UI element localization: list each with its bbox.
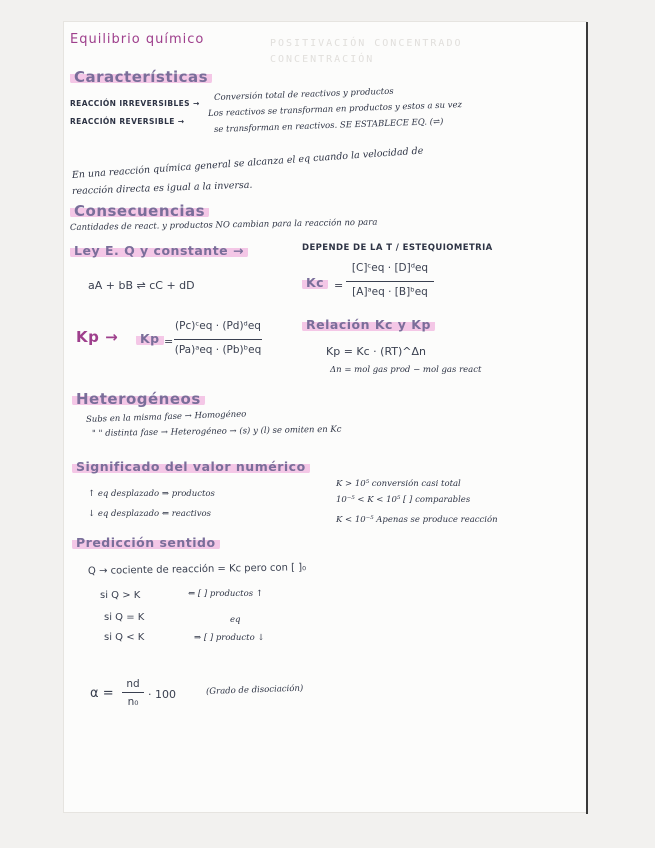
eq-paragraph-1: En una reacción química general se alcanza el eq cuando la velocidad de — [71, 145, 424, 181]
delta-n-definition: Δn = mol gas prod − mol gas react — [330, 365, 482, 375]
kp-denominator: (Pa)ᵃeq · (Pb)ᵇeq — [174, 344, 262, 356]
q-definition: Q → cociente de reacción = Kc pero con [ ]₀ — [87, 562, 307, 577]
alpha-symbol: α = — [90, 686, 114, 701]
page-title: Equilibrio químico — [70, 32, 205, 47]
significado-right-3: K < 10⁻⁵ Apenas se produce reacción — [336, 515, 498, 525]
result-q-less: ⇒ [ ] producto ↓ — [194, 633, 265, 643]
heading-significado: Significado del valor numérico — [72, 460, 310, 474]
kp-label: Kp → — [76, 328, 119, 346]
general-reaction: aA + bB ⇌ cC + dD — [88, 279, 195, 292]
result-q-equal: eq — [230, 615, 241, 625]
heading-caracteristicas: Características — [70, 70, 212, 84]
bleed-through-line: CONCENTRACIÓN — [270, 54, 375, 65]
kc-symbol: Kc — [302, 276, 328, 290]
heading-relacion-kc-kp: Relación Kc y Kp — [302, 318, 435, 332]
kp-symbol: Kp — [136, 332, 164, 346]
equals-sign: = — [164, 335, 174, 348]
equals-sign: = — [334, 279, 344, 292]
reversible-text-1: Los reactivos se transforman en productos y estos a su vez — [207, 100, 463, 119]
irreversible-text: Conversión total de reactivos y productos — [213, 86, 394, 103]
reversible-text-2: se transforman en reactivos. SE ESTABLECE EQ. (⇌) — [213, 116, 444, 135]
bleed-through-line: POSITIVACIÓN CONCENTRADO — [270, 38, 463, 49]
kp-kc-relation: Kp = Kc · (RT)^Δn — [326, 345, 427, 358]
significado-left-2: ↓ eq desplazado ⇐ reactivos — [88, 509, 212, 519]
kc-denominator: [A]ᵃeq · [B]ᵇeq — [352, 286, 428, 298]
kp-numerator: (Pc)ᶜeq · (Pd)ᵈeq — [175, 320, 261, 332]
page-edge — [586, 22, 588, 814]
kc-numerator: [C]ᶜeq · [D]ᵈeq — [351, 262, 429, 274]
heading-ley-eq: Ley E. Q y constante → — [70, 244, 248, 258]
reversible-label: REACCIÓN REVERSIBLE → — [70, 117, 185, 126]
kc-fraction-bar — [346, 281, 434, 282]
heading-consecuencias: Consecuencias — [70, 204, 209, 218]
case-q-less: si Q < K — [104, 632, 145, 643]
significado-left-1: ↑ eq desplazado ⇒ productos — [88, 489, 215, 499]
significado-right-1: K > 10⁵ conversión casi total — [336, 479, 461, 489]
case-q-equal: si Q = K — [104, 612, 145, 623]
heterogeneos-line-1: Subs en la misma fase → Homogéneo — [85, 409, 247, 425]
eq-paragraph-2: reacción directa es igual a la inversa. — [71, 179, 253, 197]
kp-fraction-bar — [174, 339, 262, 340]
alpha-times: · 100 — [148, 688, 176, 701]
irreversible-label: REACCIÓN IRREVERSIBLES → — [70, 99, 200, 108]
alpha-fraction-bar — [122, 692, 144, 693]
ley-depends: DEPENDE DE LA T / ESTEQUIOMETRIA — [302, 243, 493, 253]
heading-heterogeneos: Heterogéneos — [72, 392, 205, 406]
case-q-greater: si Q > K — [100, 590, 141, 601]
significado-right-2: 10⁻⁵ < K < 10⁵ [ ] comparables — [336, 495, 471, 505]
heterogeneos-line-2: " " distinta fase → Heterogéneo → (s) y (l) se omiten en Kc — [91, 424, 342, 439]
alpha-numerator: nd — [126, 678, 140, 690]
alpha-denominator: n₀ — [127, 696, 139, 708]
consecuencias-text: Cantidades de react. y productos NO cambian para la reacción no para — [69, 217, 378, 233]
alpha-note: (Grado de disociación) — [205, 683, 304, 697]
heading-prediccion: Predicción sentido — [72, 536, 220, 550]
bleed-through-text — [270, 36, 590, 68]
result-q-greater: ⇐ [ ] productos ↑ — [188, 589, 263, 599]
